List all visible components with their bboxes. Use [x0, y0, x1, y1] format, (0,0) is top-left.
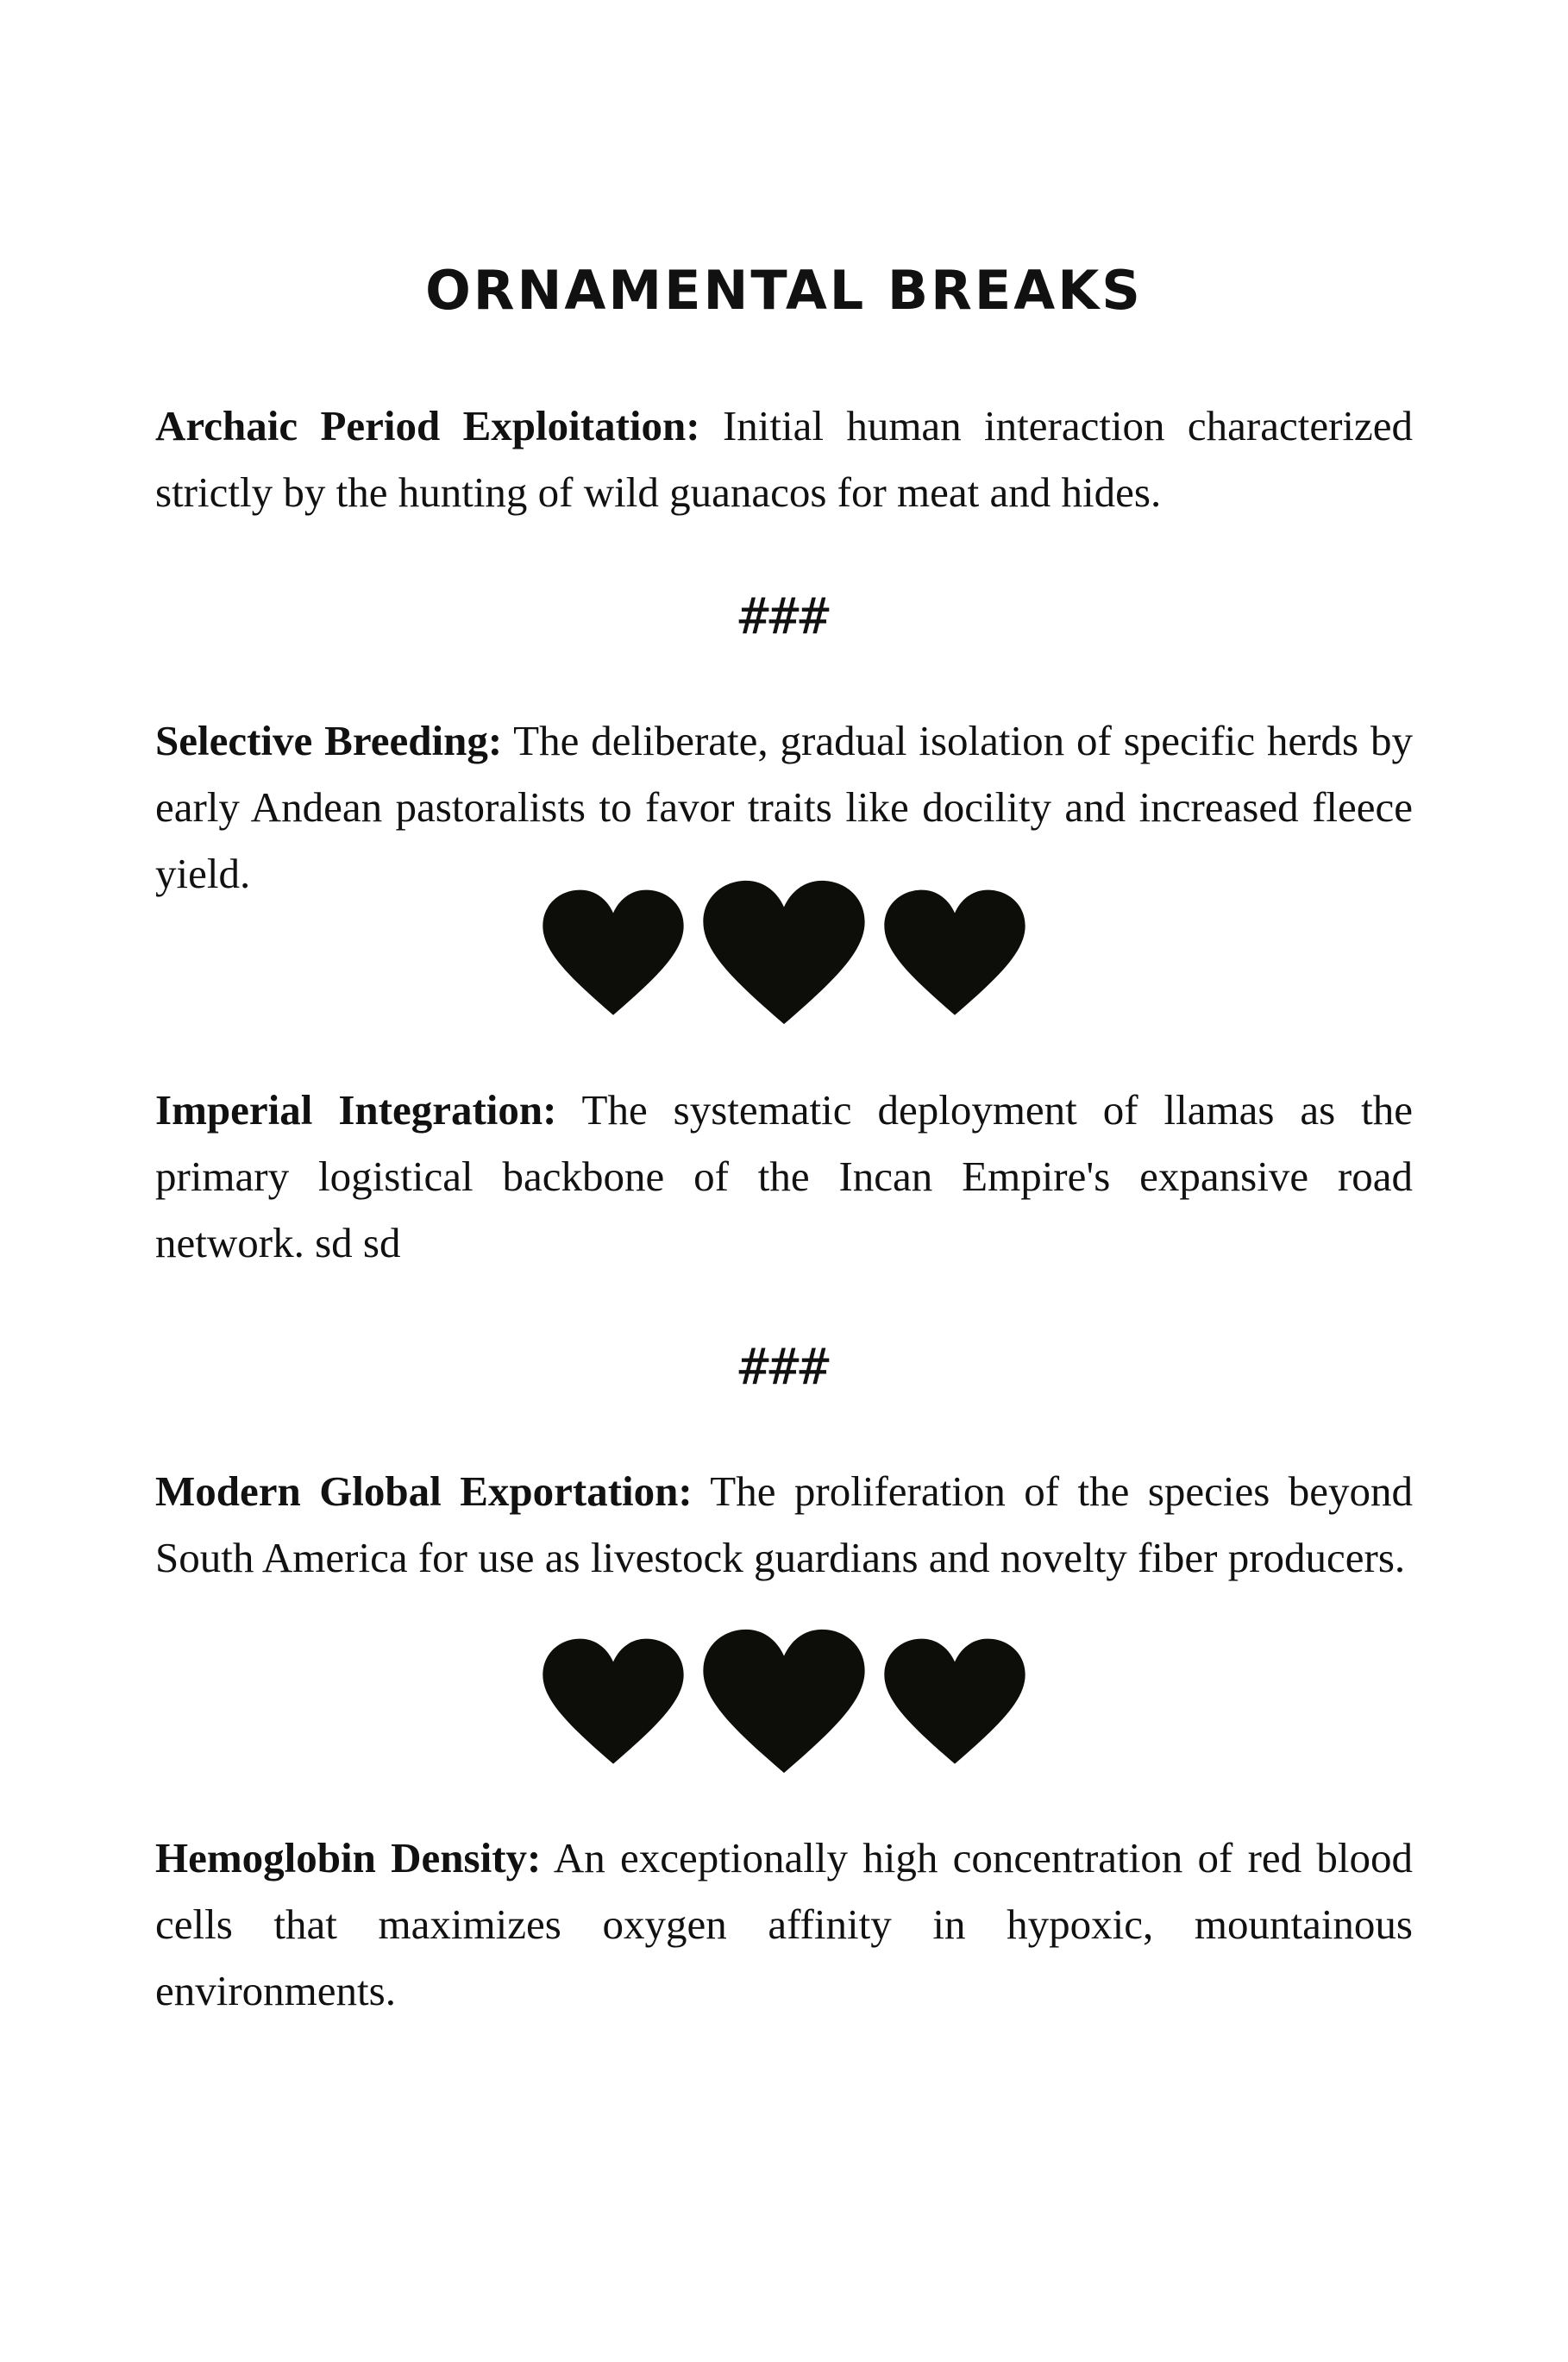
entry-text: The systematic deployment of llamas as the primary logistical backbone of the Incan Empire's expansive road network. sd sd — [155, 1086, 1413, 1266]
heart-icon — [699, 1628, 869, 1776]
entry-modern-global-exportation — [155, 1458, 1413, 1591]
entry-term: Archaic Period Exploitation: — [155, 402, 700, 449]
heart-break — [155, 1629, 1413, 1775]
heart-icon — [882, 889, 1027, 1018]
entry-text: The proliferation of the species beyond South America for use as livestock guardians and novelty fiber producers. — [155, 1467, 1414, 1581]
heart-icon — [882, 1637, 1027, 1767]
heart-icon — [541, 1637, 686, 1767]
heart-break — [155, 880, 1413, 1027]
entry-text: The deliberate, gradual isolation of specific herds by early Andean pastoralists to favor traits like docility and increased fleece yield. — [155, 717, 1413, 897]
heart-icon — [699, 879, 869, 1027]
entry-selective-breeding — [155, 707, 1413, 907]
hash-break: ### — [738, 587, 830, 645]
entry-term: Hemoglobin Density: — [155, 1834, 542, 1881]
entry-archaic-period — [155, 393, 1413, 525]
entry-term: Modern Global Exportation: — [155, 1467, 693, 1515]
entry-text: An exceptionally high concentration of red blood cells that maximizes oxygen affinity in hypoxic, mountainous environments. — [155, 1834, 1413, 2014]
entry-term: Selective Breeding: — [155, 717, 503, 764]
entry-hemoglobin-density — [155, 1825, 1413, 2024]
page-title: ORNAMENTAL BREAKS — [425, 259, 1143, 322]
entry-term: Imperial Integration: — [155, 1086, 557, 1134]
hash-break: ### — [738, 1337, 830, 1396]
entry-imperial-integration — [155, 1077, 1413, 1276]
heart-icon — [541, 889, 686, 1018]
entry-text: Initial human interaction characterized strictly by the hunting of wild guanacos for meat and hides. — [155, 402, 1414, 516]
